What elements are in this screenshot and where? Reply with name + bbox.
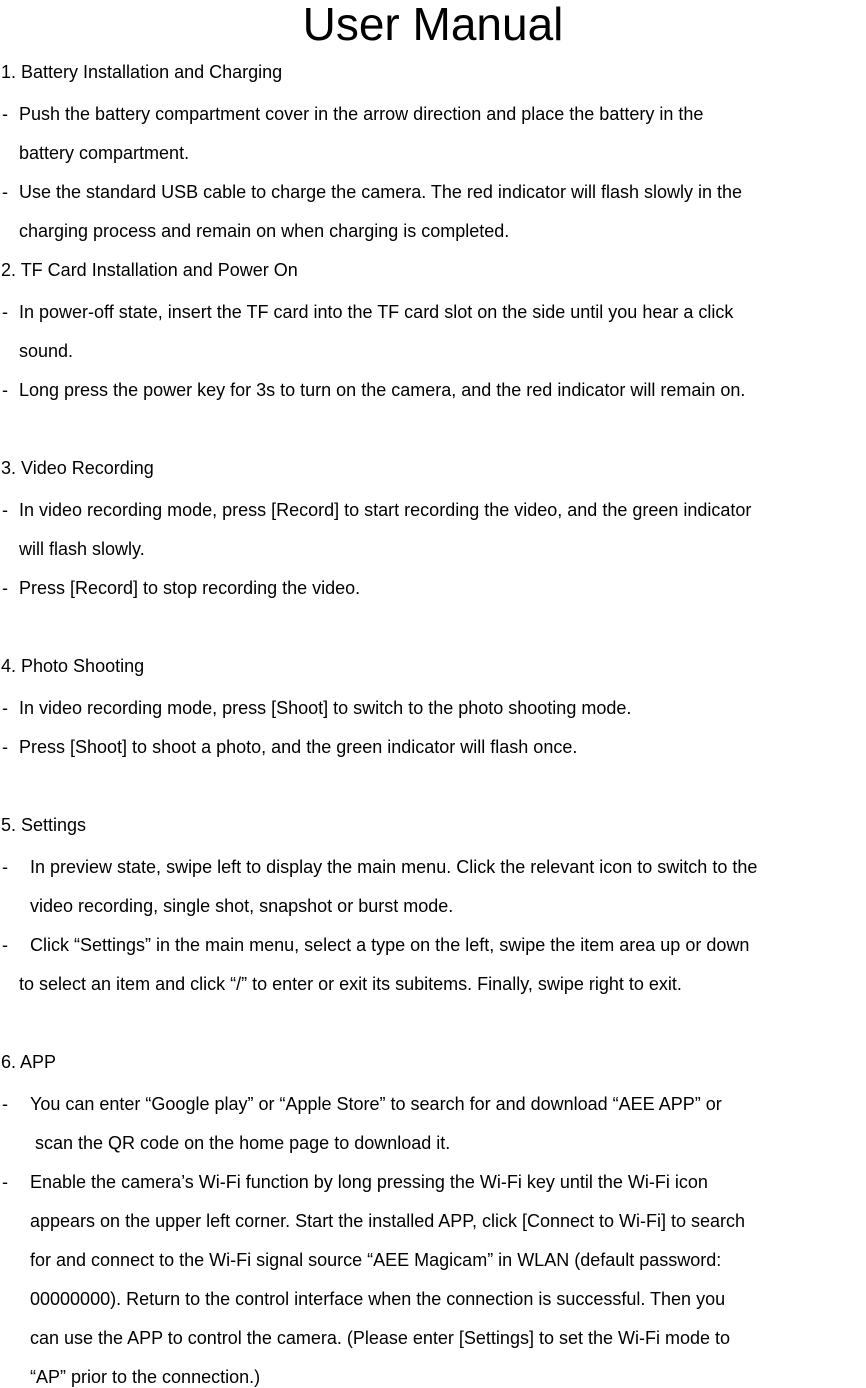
- section-heading-video-recording: 3. Video Recording: [1, 458, 154, 478]
- bullet-dash: -: [2, 380, 8, 400]
- list-item-text: In video recording mode, press [Shoot] to switch to the photo shooting mode.: [19, 698, 632, 718]
- list-item-text: appears on the upper left corner. Start the installed APP, click [Connect to Wi-Fi] to search: [30, 1211, 746, 1231]
- list-item-text: scan the QR code on the home page to download it.: [35, 1133, 451, 1153]
- bullet-dash: -: [2, 1094, 8, 1114]
- list-item-text: In preview state, swipe left to display the main menu. Click the relevant icon to switch to the: [30, 857, 758, 877]
- section-heading-photo-shooting: 4. Photo Shooting: [1, 656, 145, 676]
- list-item-text: Press [Shoot] to shoot a photo, and the green indicator will flash once.: [19, 737, 578, 757]
- list-item-text: Press [Record] to stop recording the video.: [19, 578, 361, 598]
- list-item-text: to select an item and click “/” to enter or exit its subitems. Finally, swipe right to exit.: [19, 974, 682, 994]
- list-item-text: You can enter “Google play” or “Apple Store” to search for and download “AEE APP” or: [30, 1094, 722, 1114]
- list-item-text: Click “Settings” in the main menu, select a type on the left, swipe the item area up or down: [30, 935, 750, 955]
- section-heading-battery: 1. Battery Installation and Charging: [1, 62, 283, 82]
- bullet-dash: -: [2, 935, 8, 955]
- list-item-text: In power-off state, insert the TF card into the TF card slot on the side until you hear a click: [19, 302, 734, 322]
- list-item-text: Enable the camera’s Wi-Fi function by long pressing the Wi-Fi key until the Wi-Fi icon: [30, 1172, 708, 1192]
- page-title: User Manual: [302, 0, 564, 50]
- list-item-text: video recording, single shot, snapshot or burst mode.: [30, 896, 454, 916]
- bullet-dash: -: [2, 500, 8, 520]
- section-heading-app: 6. APP: [1, 1052, 57, 1072]
- list-item-text: sound.: [19, 341, 74, 361]
- bullet-dash: -: [2, 578, 8, 598]
- list-item-text: charging process and remain on when charging is completed.: [19, 221, 510, 241]
- section-heading-settings: 5. Settings: [1, 815, 87, 835]
- bullet-dash: -: [2, 182, 8, 202]
- list-item-text: 00000000). Return to the control interface when the connection is successful. Then you: [30, 1289, 726, 1309]
- list-item-text: Use the standard USB cable to charge the camera. The red indicator will flash slowly in the: [19, 182, 743, 202]
- list-item-text: Push the battery compartment cover in the arrow direction and place the battery in the: [19, 104, 704, 124]
- bullet-dash: -: [2, 302, 8, 322]
- list-item-text: battery compartment.: [19, 143, 190, 163]
- list-item-text: Long press the power key for 3s to turn on the camera, and the red indicator will remain on.: [19, 380, 746, 400]
- list-item-text: In video recording mode, press [Record] to start recording the video, and the green indicator: [19, 500, 752, 520]
- list-item-text: for and connect to the Wi-Fi signal source “AEE Magicam” in WLAN (default password:: [30, 1250, 722, 1270]
- bullet-dash: -: [2, 737, 8, 757]
- list-item-text: will flash slowly.: [19, 539, 145, 559]
- list-item-text: can use the APP to control the camera. (Please enter [Settings] to set the Wi-Fi mode to: [30, 1328, 731, 1348]
- bullet-dash: -: [2, 104, 8, 124]
- bullet-dash: -: [2, 857, 8, 877]
- list-item-text: “AP” prior to the connection.): [30, 1367, 261, 1387]
- bullet-dash: -: [2, 1172, 8, 1192]
- bullet-dash: -: [2, 698, 8, 718]
- section-heading-tf-card: 2. TF Card Installation and Power On: [1, 260, 298, 280]
